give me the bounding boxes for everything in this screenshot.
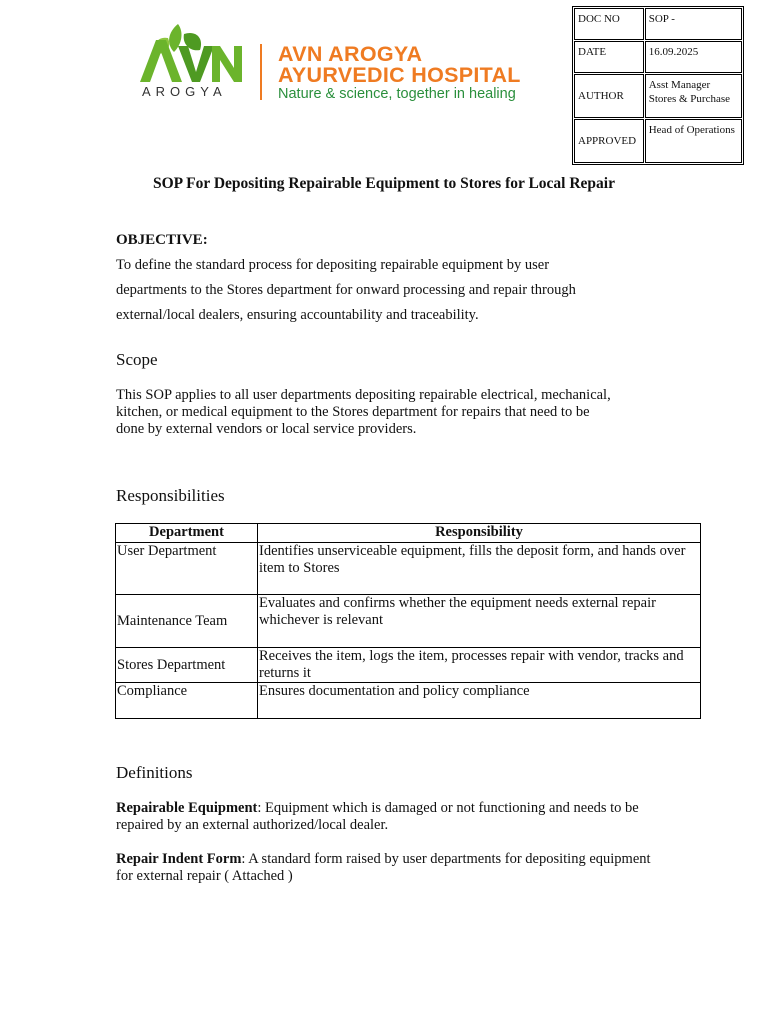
- department-cell: Stores Department: [116, 648, 258, 683]
- column-header-department: Department: [116, 524, 258, 543]
- scope-line: kitchen, or medical equipment to the Stores department for repairs that need to be: [116, 404, 590, 420]
- hospital-logo: [138, 20, 538, 110]
- definition-item: [116, 851, 656, 884]
- department-cell: User Department: [116, 543, 258, 595]
- table-row: [116, 683, 701, 719]
- column-header-responsibility: Responsibility: [258, 524, 701, 543]
- meta-key: APPROVED: [574, 119, 644, 163]
- table-row: [116, 648, 701, 683]
- scope-line: done by external vendors or local service providers.: [116, 421, 417, 437]
- table-row: [116, 543, 701, 595]
- responsibility-cell: Receives the item, logs the item, processes repair with vendor, tracks and returns it: [258, 648, 701, 683]
- definition-text: : A standard form raised by user departments for depositing equipment for external repair ( Attached ): [116, 851, 651, 884]
- leaf-logo-icon: [138, 20, 248, 84]
- responsibilities-table: [115, 523, 701, 719]
- meta-value: Head of Operations: [645, 119, 742, 163]
- meta-value: 16.09.2025: [645, 41, 742, 73]
- document-meta-table: [572, 6, 744, 165]
- responsibilities-heading: Responsibilities: [116, 486, 225, 505]
- meta-row-date: [574, 41, 742, 73]
- meta-row-author: [574, 74, 742, 118]
- definition-term: Repair Indent Form: [116, 851, 242, 867]
- objective-line: external/local dealers, ensuring accountability and traceability.: [116, 307, 479, 323]
- meta-key: AUTHOR: [574, 74, 644, 118]
- meta-value: Asst Manager Stores & Purchase: [645, 74, 742, 118]
- objective-line: To define the standard process for depositing repairable equipment by user: [116, 257, 550, 273]
- scope-heading: Scope: [116, 350, 158, 369]
- department-cell: Maintenance Team: [116, 595, 258, 648]
- responsibility-cell: Identifies unserviceable equipment, fills the deposit form, and hands over item to Stores: [258, 543, 701, 595]
- department-cell: Compliance: [116, 683, 258, 719]
- logo-divider: [260, 44, 262, 100]
- logo-subtitle: AROGYA: [142, 84, 227, 99]
- org-tagline: Nature & science, together in healing: [278, 86, 516, 102]
- objective-text: [116, 253, 636, 328]
- responsibility-cell: Evaluates and confirms whether the equipment needs external repair whichever is relevant: [258, 595, 701, 648]
- meta-row-approved: [574, 119, 742, 163]
- definition-text: : Equipment which is damaged or not functioning and needs to be repaired by an external authorized/local dealer.: [116, 800, 639, 833]
- org-name-line2: AYURVEDIC HOSPITAL: [278, 63, 521, 87]
- definitions-heading: Definitions: [116, 763, 193, 782]
- meta-key: DOC NO: [574, 8, 644, 40]
- meta-row-doc-no: [574, 8, 742, 40]
- objective-heading: OBJECTIVE:: [116, 232, 208, 248]
- scope-text: [116, 387, 656, 438]
- objective-line: departments to the Stores department for onward processing and repair through: [116, 282, 576, 298]
- document-title: SOP For Depositing Repairable Equipment to Stores for Local Repair: [153, 175, 615, 192]
- definition-item: [116, 800, 656, 833]
- table-header-row: [116, 524, 701, 543]
- scope-line: This SOP applies to all user departments depositing repairable electrical, mechanical,: [116, 387, 611, 403]
- org-name-line1: AVN AROGYA: [278, 42, 423, 66]
- meta-key: DATE: [574, 41, 644, 73]
- table-row: [116, 595, 701, 648]
- responsibility-cell: Ensures documentation and policy compliance: [258, 683, 701, 719]
- meta-value: SOP -: [645, 8, 742, 40]
- definition-term: Repairable Equipment: [116, 800, 258, 816]
